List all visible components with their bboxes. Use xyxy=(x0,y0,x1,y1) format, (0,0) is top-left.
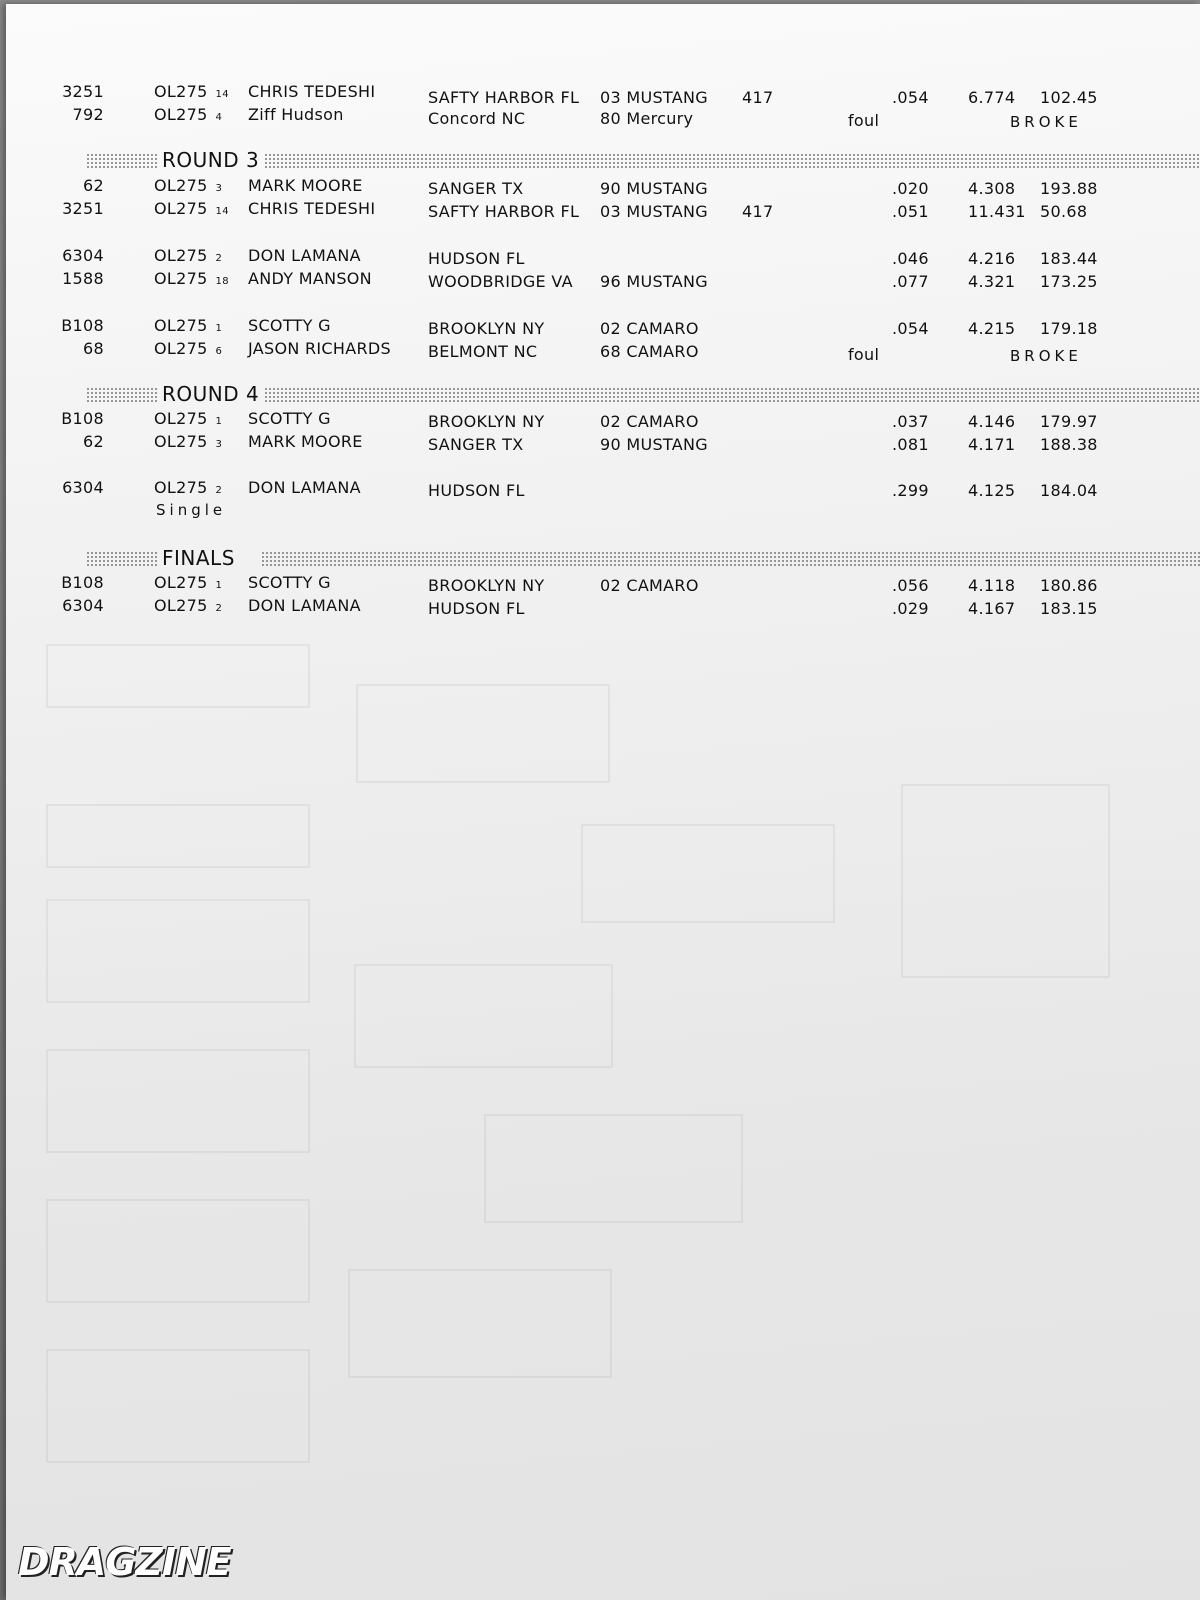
seed-number: 1 xyxy=(215,323,223,334)
trap-speed: 184.04 xyxy=(1040,481,1098,500)
car-number: B108 xyxy=(61,573,104,592)
car-number: 3251 xyxy=(62,82,104,101)
result-row xyxy=(6,316,1186,338)
bleed-through-box xyxy=(46,1349,310,1463)
bleed-through-box xyxy=(484,1114,743,1223)
class-label xyxy=(154,316,222,335)
vehicle: 68 CAMARO xyxy=(600,342,699,361)
class-name: OL275 xyxy=(154,409,208,428)
bleed-through-box xyxy=(354,964,613,1068)
class-label xyxy=(154,409,222,428)
elapsed-time: 4.125 xyxy=(968,481,1016,500)
driver-name: JASON RICHARDS xyxy=(248,339,391,358)
elapsed-time: 4.321 xyxy=(968,272,1016,291)
reaction-time: .020 xyxy=(892,179,929,198)
driver-name: DON LAMANA xyxy=(248,478,361,497)
reaction-time: .056 xyxy=(892,576,929,595)
driver-name: CHRIS TEDESHI xyxy=(248,199,376,218)
driver-name: ANDY MANSON xyxy=(248,269,372,288)
class-label xyxy=(154,246,222,265)
round-title: ROUND 3 xyxy=(162,148,260,172)
class-label xyxy=(154,478,222,497)
car-number: 62 xyxy=(83,176,104,195)
class-label xyxy=(154,432,222,451)
vehicle: 96 MUSTANG xyxy=(600,272,708,291)
dotted-rule-left xyxy=(86,387,158,403)
class-name: OL275 xyxy=(154,432,208,451)
class-label xyxy=(154,269,229,288)
class-name: OL275 xyxy=(154,573,208,592)
hometown: SANGER TX xyxy=(428,435,524,454)
dotted-rule-left xyxy=(86,153,158,169)
trap-speed: 102.45 xyxy=(1040,88,1098,107)
class-name: OL275 xyxy=(154,105,208,124)
result-row xyxy=(6,246,1186,268)
trap-speed: 179.18 xyxy=(1040,319,1098,338)
car-number: B108 xyxy=(61,409,104,428)
result-row xyxy=(6,478,1186,500)
seed-number: 1 xyxy=(215,580,223,591)
result-row xyxy=(6,82,1186,107)
class-label xyxy=(154,82,229,101)
bleed-through-box xyxy=(46,899,310,1003)
class-name: OL275 xyxy=(154,246,208,265)
car-number: 68 xyxy=(83,339,104,358)
seed-number: 2 xyxy=(215,253,223,264)
elapsed-time: 4.171 xyxy=(968,435,1016,454)
bleed-through-box xyxy=(46,804,310,868)
hometown: HUDSON FL xyxy=(428,599,525,618)
elapsed-time: 4.308 xyxy=(968,179,1016,198)
class-name: OL275 xyxy=(154,478,208,497)
trap-speed: 188.38 xyxy=(1040,435,1098,454)
elapsed-time: 4.146 xyxy=(968,412,1016,431)
hometown: WOODBRIDGE VA xyxy=(428,272,573,291)
seed-number: 6 xyxy=(215,346,223,357)
class-label xyxy=(154,105,222,124)
trap-speed: 183.15 xyxy=(1040,599,1098,618)
result-row xyxy=(6,199,1186,221)
single-run-note: Single xyxy=(156,501,227,519)
driver-name: MARK MOORE xyxy=(248,176,363,195)
trap-speed: 50.68 xyxy=(1040,202,1088,221)
result-row xyxy=(6,432,1186,454)
vehicle: 03 MUSTANG xyxy=(600,88,708,107)
bleed-through-box xyxy=(46,1049,310,1153)
reaction-time: .081 xyxy=(892,435,929,454)
seed-number: 18 xyxy=(215,276,229,287)
dragzine-logo: DRAGZINE xyxy=(18,1540,231,1584)
dotted-rule-right xyxy=(264,153,1200,169)
results-sheet xyxy=(6,4,1200,1600)
bleed-through-box xyxy=(46,1199,310,1303)
elapsed-time: 4.215 xyxy=(968,319,1016,338)
round-header xyxy=(66,384,1200,406)
reaction-time: .299 xyxy=(892,481,929,500)
round-header xyxy=(66,150,1200,172)
hometown: SAFTY HARBOR FL xyxy=(428,202,580,221)
result-row xyxy=(6,269,1186,291)
reaction-time: .054 xyxy=(892,88,929,107)
result-row xyxy=(6,409,1186,431)
elapsed-time: 6.774 xyxy=(968,88,1016,107)
car-number: 1588 xyxy=(62,269,104,288)
driver-name: DON LAMANA xyxy=(248,246,361,265)
seed-number: 2 xyxy=(215,603,223,614)
bleed-through-box xyxy=(348,1269,612,1378)
car-number: 6304 xyxy=(62,478,104,497)
reaction-time: .037 xyxy=(892,412,929,431)
hometown: Concord NC xyxy=(428,109,526,128)
class-name: OL275 xyxy=(154,199,208,218)
hometown: BROOKLYN NY xyxy=(428,576,545,595)
trap-speed: 173.25 xyxy=(1040,272,1098,291)
class-label xyxy=(154,573,222,592)
vehicle: 80 Mercury xyxy=(600,109,694,128)
class-name: OL275 xyxy=(154,82,208,101)
driver-name: DON LAMANA xyxy=(248,596,361,615)
vehicle: 90 MUSTANG xyxy=(600,435,708,454)
elapsed-time: 4.216 xyxy=(968,249,1016,268)
trap-speed: 180.86 xyxy=(1040,576,1098,595)
seed-number: 3 xyxy=(215,183,223,194)
class-label xyxy=(154,199,229,218)
elapsed-time: 11.431 xyxy=(968,202,1026,221)
broke-status: BROKE xyxy=(1010,347,1082,365)
reaction-time: .077 xyxy=(892,272,929,291)
bleed-through-box xyxy=(46,644,310,708)
round-header xyxy=(66,548,1200,570)
seed-number: 3 xyxy=(215,439,223,450)
class-label xyxy=(154,596,222,615)
seed-number: 1 xyxy=(215,416,223,427)
bleed-through-box xyxy=(581,824,835,923)
car-number: 792 xyxy=(72,105,104,124)
seed-number: 2 xyxy=(215,485,223,496)
car-number: 62 xyxy=(83,432,104,451)
hometown: SANGER TX xyxy=(428,179,524,198)
foul-note: foul xyxy=(848,345,880,364)
seed-number: 14 xyxy=(215,89,229,100)
hometown: HUDSON FL xyxy=(428,249,525,268)
result-row xyxy=(6,339,1186,365)
trap-speed: 179.97 xyxy=(1040,412,1098,431)
dotted-rule-left xyxy=(86,551,158,567)
bleed-through-box xyxy=(901,784,1110,978)
bleed-through-box xyxy=(356,684,610,783)
elapsed-time: 4.167 xyxy=(968,599,1016,618)
trap-speed: 183.44 xyxy=(1040,249,1098,268)
engine-code: 417 xyxy=(742,88,774,107)
hometown: BELMONT NC xyxy=(428,342,538,361)
driver-name: MARK MOORE xyxy=(248,432,363,451)
result-row xyxy=(6,176,1186,198)
driver-name: CHRIS TEDESHI xyxy=(248,82,376,101)
car-number: 6304 xyxy=(62,596,104,615)
hometown: BROOKLYN NY xyxy=(428,412,545,431)
class-name: OL275 xyxy=(154,176,208,195)
driver-name: SCOTTY G xyxy=(248,573,331,592)
elapsed-time: 4.118 xyxy=(968,576,1016,595)
result-row xyxy=(6,573,1186,595)
round-title: FINALS xyxy=(162,546,235,570)
class-label xyxy=(154,176,222,195)
foul-note: foul xyxy=(848,111,880,130)
vehicle: 02 CAMARO xyxy=(600,412,699,431)
class-name: OL275 xyxy=(154,339,208,358)
engine-code: 417 xyxy=(742,202,774,221)
reaction-time: .051 xyxy=(892,202,929,221)
seed-number: 14 xyxy=(215,206,229,217)
round-title: ROUND 4 xyxy=(162,382,260,406)
car-number: B108 xyxy=(61,316,104,335)
hometown: BROOKLYN NY xyxy=(428,319,545,338)
dotted-rule-right xyxy=(261,551,1200,567)
car-number: 3251 xyxy=(62,199,104,218)
result-row xyxy=(6,105,1186,131)
dotted-rule-right xyxy=(264,387,1200,403)
broke-status: BROKE xyxy=(1010,113,1082,131)
class-name: OL275 xyxy=(154,316,208,335)
class-name: OL275 xyxy=(154,269,208,288)
car-number: 6304 xyxy=(62,246,104,265)
seed-number: 4 xyxy=(215,112,223,123)
vehicle: 02 CAMARO xyxy=(600,576,699,595)
reaction-time: .029 xyxy=(892,599,929,618)
hometown: SAFTY HARBOR FL xyxy=(428,88,580,107)
driver-name: SCOTTY G xyxy=(248,316,331,335)
vehicle: 02 CAMARO xyxy=(600,319,699,338)
class-label xyxy=(154,339,222,358)
trap-speed: 193.88 xyxy=(1040,179,1098,198)
reaction-time: .046 xyxy=(892,249,929,268)
vehicle: 03 MUSTANG xyxy=(600,202,708,221)
driver-name: SCOTTY G xyxy=(248,409,331,428)
driver-name: Ziff Hudson xyxy=(248,105,344,124)
vehicle: 90 MUSTANG xyxy=(600,179,708,198)
hometown: HUDSON FL xyxy=(428,481,525,500)
result-row xyxy=(6,596,1186,618)
class-name: OL275 xyxy=(154,596,208,615)
reaction-time: .054 xyxy=(892,319,929,338)
